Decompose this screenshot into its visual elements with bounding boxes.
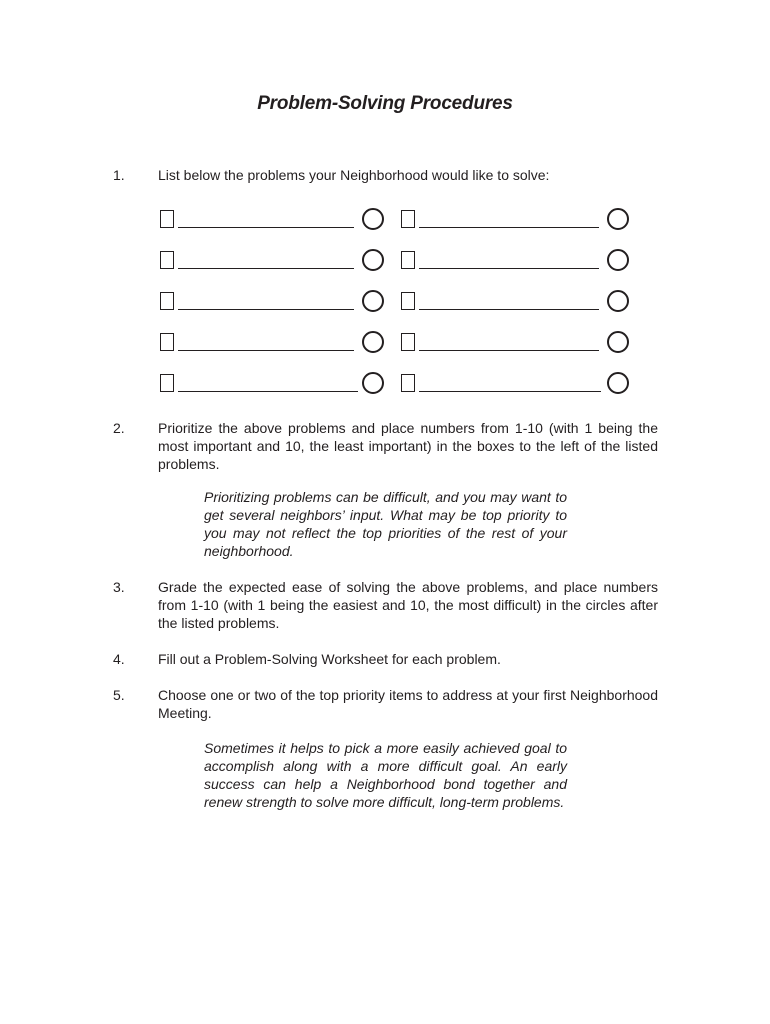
priority-box[interactable] bbox=[160, 374, 174, 392]
problem-line[interactable] bbox=[178, 309, 354, 310]
difficulty-circle[interactable] bbox=[362, 249, 384, 271]
difficulty-circle[interactable] bbox=[362, 372, 384, 394]
step-text: Grade the expected ease of solving the above problems, and place numbers from 1-10 (with 1 being the easiest and 10, the most difficult) in the circles after the listed problems. bbox=[158, 579, 658, 631]
priority-box[interactable] bbox=[160, 292, 174, 310]
problem-line[interactable] bbox=[178, 391, 358, 392]
step-number: 5. bbox=[113, 687, 125, 703]
problem-list-grid bbox=[158, 206, 638, 406]
priority-box[interactable] bbox=[401, 374, 415, 392]
difficulty-circle[interactable] bbox=[607, 372, 629, 394]
difficulty-circle[interactable] bbox=[607, 290, 629, 312]
problem-line[interactable] bbox=[419, 309, 599, 310]
note-early-success: Sometimes it helps to pick a more easily achieved goal to accomplish along with a more difficult goal. An early success can help a Neighborhood bond together and renew strength to solve more difficult, long-term problems. bbox=[204, 740, 567, 810]
problem-line[interactable] bbox=[419, 268, 599, 269]
step-text: Choose one or two of the top priority items to address at your first Neighborhood Meeting. bbox=[158, 687, 658, 721]
difficulty-circle[interactable] bbox=[362, 331, 384, 353]
priority-box[interactable] bbox=[401, 210, 415, 228]
priority-box[interactable] bbox=[160, 251, 174, 269]
difficulty-circle[interactable] bbox=[607, 249, 629, 271]
step-number: 2. bbox=[113, 420, 125, 436]
note-prioritizing: Prioritizing problems can be difficult, and you may want to get several neighbors’ input. What may be top priority to you may not reflect the top priorities of the rest of your neighborhood. bbox=[204, 489, 567, 559]
problem-line[interactable] bbox=[419, 227, 599, 228]
step-text: List below the problems your Neighborhood would like to solve: bbox=[158, 167, 550, 183]
step-number: 3. bbox=[113, 579, 125, 595]
difficulty-circle[interactable] bbox=[362, 290, 384, 312]
step-text: Fill out a Problem-Solving Worksheet for each problem. bbox=[158, 651, 501, 667]
problem-line[interactable] bbox=[178, 350, 354, 351]
step-number: 4. bbox=[113, 651, 125, 667]
problem-line[interactable] bbox=[419, 350, 599, 351]
priority-box[interactable] bbox=[401, 251, 415, 269]
priority-box[interactable] bbox=[160, 210, 174, 228]
page-title: Problem-Solving Procedures bbox=[257, 93, 513, 114]
difficulty-circle[interactable] bbox=[362, 208, 384, 230]
difficulty-circle[interactable] bbox=[607, 208, 629, 230]
priority-box[interactable] bbox=[401, 333, 415, 351]
difficulty-circle[interactable] bbox=[607, 331, 629, 353]
step-number: 1. bbox=[113, 167, 125, 183]
problem-line[interactable] bbox=[419, 391, 601, 392]
problem-line[interactable] bbox=[178, 268, 354, 269]
step-text: Prioritize the above problems and place numbers from 1-10 (with 1 being the most important and 10, the least important) in the boxes to the left of the listed problems. bbox=[158, 420, 658, 472]
priority-box[interactable] bbox=[401, 292, 415, 310]
priority-box[interactable] bbox=[160, 333, 174, 351]
problem-line[interactable] bbox=[178, 227, 354, 228]
